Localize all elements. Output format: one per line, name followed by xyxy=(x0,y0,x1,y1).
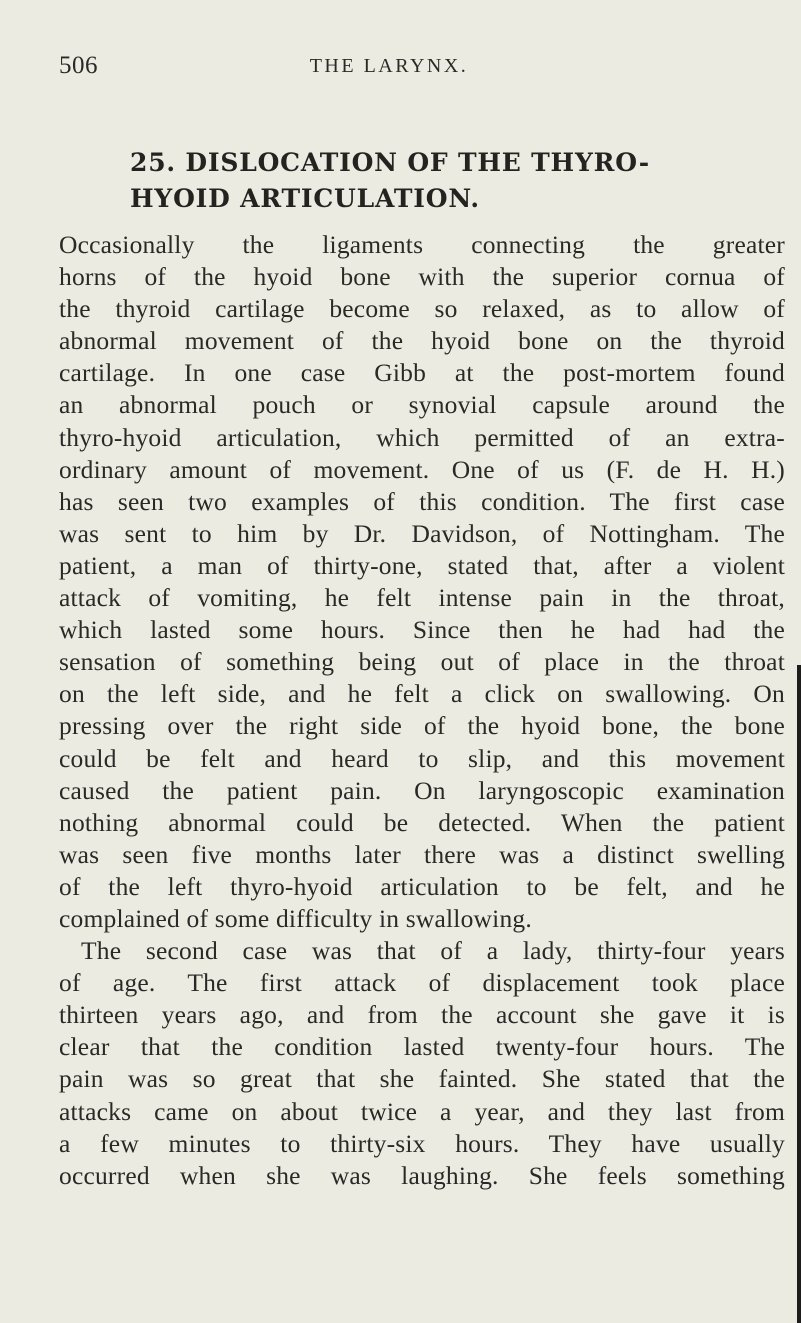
text-line: which lasted some hours. Since then he had had the xyxy=(59,615,785,645)
running-head xyxy=(59,52,739,92)
text-line: a few minutes to thirty-six hours. They have usually xyxy=(59,1128,785,1158)
text-line: nothing abnormal could be detected. When the patient xyxy=(59,807,785,837)
text-line: clear that the condition lasted twenty-four hours. The xyxy=(59,1032,785,1062)
text-line: was sent to him by Dr. Davidson, of Nottingham. The xyxy=(59,518,785,548)
text-line: caused the patient pain. On laryngoscopic examination xyxy=(59,775,785,805)
running-title: THE LARYNX. xyxy=(309,55,469,77)
text-line: pain was so great that she fainted. She stated that the xyxy=(59,1064,785,1094)
text-line: patient, a man of thirty-one, stated that, after a violent xyxy=(59,550,785,580)
section-heading-line-1: 25. DISLOCATION OF THE THYRO- xyxy=(130,148,650,177)
page-edge-shadow xyxy=(797,665,801,1323)
page-number: 506 xyxy=(59,52,98,79)
text-line: ordinary amount of movement. One of us (F. de H. H.) xyxy=(59,454,785,484)
text-line: could be felt and heard to slip, and this movement xyxy=(59,743,785,773)
text-line: attack of vomiting, he felt intense pain in the throat, xyxy=(59,583,785,613)
text-line: sensation of something being out of place in the throat xyxy=(59,647,785,677)
text-line: of the left thyro-hyoid articulation to be felt, and he xyxy=(59,871,785,901)
text-line: Occasionally the ligaments connecting the greater xyxy=(59,230,785,259)
text-line: The second case was that of a lady, thirty-four years xyxy=(81,936,785,966)
text-line: attacks came on about twice a year, and they last from xyxy=(59,1096,785,1126)
text-line: an abnormal pouch or synovial capsule around the xyxy=(59,390,785,420)
text-line: pressing over the right side of the hyoid bone, the bone xyxy=(59,711,785,741)
section-heading-line-2: HYOID ARTICULATION. xyxy=(130,184,480,213)
text-line: thirteen years ago, and from the account she gave it is xyxy=(59,1000,785,1030)
text-line: thyro-hyoid articulation, which permitted of an extra- xyxy=(59,422,785,452)
body-text xyxy=(59,229,785,1192)
text-line: the thyroid cartilage become so relaxed, as to allow of xyxy=(59,294,785,324)
text-line: complained of some difficulty in swallowing. xyxy=(59,903,532,933)
text-line: was seen five months later there was a distinct swelling xyxy=(59,839,785,869)
text-line: abnormal movement of the hyoid bone on the thyroid xyxy=(59,326,785,356)
text-line: cartilage. In one case Gibb at the post-mortem found xyxy=(59,358,785,388)
text-line: has seen two examples of this condition. The first case xyxy=(59,486,785,516)
text-line: horns of the hyoid bone with the superior cornua of xyxy=(59,262,785,292)
text-line: on the left side, and he felt a click on swallowing. On xyxy=(59,679,785,709)
text-line: of age. The first attack of displacement took place xyxy=(59,968,785,998)
text-line: occurred when she was laughing. She feels something xyxy=(59,1160,785,1190)
section-heading xyxy=(130,145,750,217)
